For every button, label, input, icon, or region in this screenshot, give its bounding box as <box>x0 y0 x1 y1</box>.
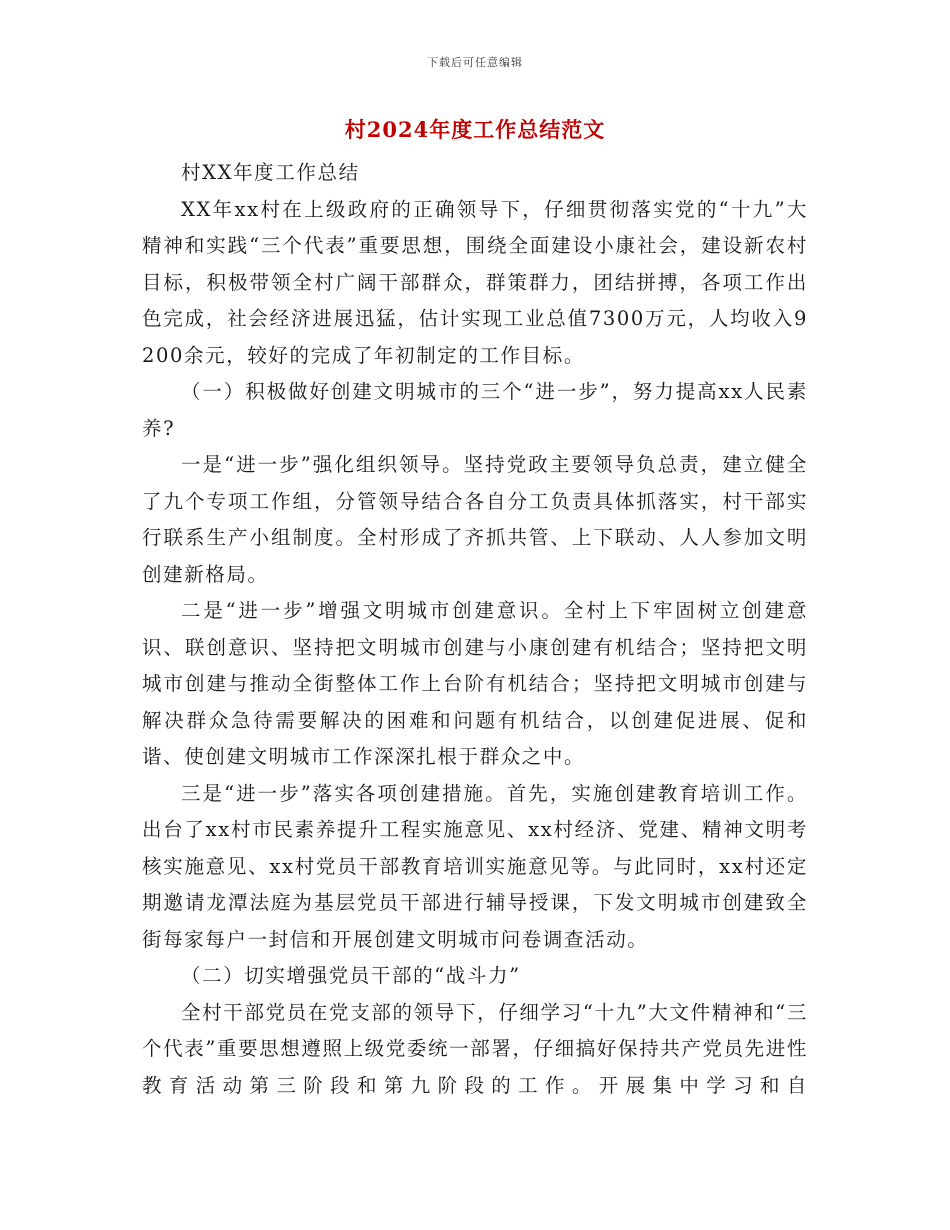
paragraph-subtitle: 村XX年度工作总结 <box>181 161 360 184</box>
paragraph-point-3: 三是“进一步”落实各项创建措施。首先，实施创建教育培训工作。出台了xx村市民素养提升工程实施意见、xx村经济、党建、精神文明考核实施意见、xx村党员干部教育培训实施意见等。与此同时，xx村还定期邀请龙潭法庭为基层党员干部进行辅导授课，下发文明城市创建致全街每家每户一封信和开展创建文明城市问卷调查活动。 <box>142 781 808 951</box>
paragraph-point-2: 二是“进一步”增强文明城市创建意识。全村上下牢固树立创建意识、联创意识、坚持把文明城市创建与小康创建有机结合；坚持把文明城市创建与推动全街整体工作上台阶有机结合；坚持把文明城市创建与解决群众急待需要解决的困难和问题有机结合，以创建促进展、促和谐、使创建文明城市工作深深扎根于群众之中。 <box>142 599 808 768</box>
section-heading-2: （二）切实增强党员干部的“战斗力” <box>181 964 521 987</box>
document-body <box>142 155 808 1104</box>
paragraph-point-1: 一是“进一步”强化组织领导。坚持党政主要领导负总责，建立健全了九个专项工作组，分管领导结合各自分工负责具体抓落实，村干部实行联系生产小组制度。全村形成了齐抓共管、上下联动、人人参加文明创建新格局。 <box>142 453 808 586</box>
header-note: 下载后可任意编辑 <box>427 56 523 69</box>
paragraph-intro: XX年xx村在上级政府的正确领导下，仔细贯彻落实党的“十九”大精神和实践“三个代表”重要思想，围绕全面建设小康社会，建设新农村目标，积极带领全村广阔干部群众，群策群力，团结拼搏，各项工作出色完成，社会经济进展迅猛，估计实现工业总值7300万元，人均收入9200余元，较好的完成了年初制定的工作目标。 <box>142 197 808 367</box>
paragraph-section-2: 全村干部党员在党支部的领导下，仔细学习“十九”大文件精神和“三个代表”重要思想遵照上级党委统一部署，仔细搞好保持共产党员先进性教育活动第三阶段和第九阶段的工作。开展集中学习和自 <box>142 1000 808 1097</box>
document-title: 村2024年度工作总结范文 <box>344 117 606 142</box>
section-heading-1: （一）积极做好创建文明城市的三个“进一步”，努力提高xx人民素养? <box>142 380 808 440</box>
